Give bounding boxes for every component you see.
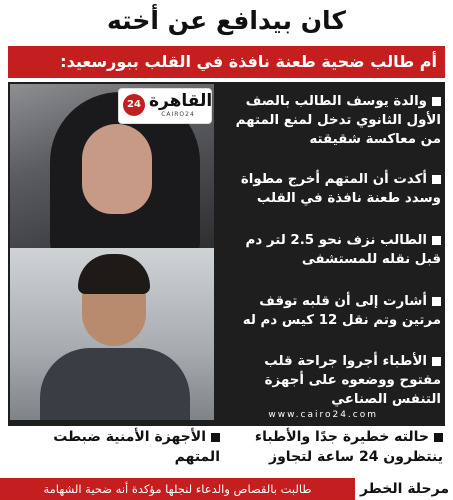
bullet-item [231, 231, 441, 269]
footer-right-note [221, 427, 443, 467]
bullet-text: الطالب نزف نحو 2.5 لتر دم قبل نقله للمستشفى [245, 233, 441, 267]
square-bullet-icon [211, 433, 220, 442]
square-bullet-icon [432, 97, 441, 106]
cairo24-logo [118, 88, 212, 124]
bullet-item [231, 292, 441, 330]
logo-badge: 24 [123, 94, 145, 116]
logo-sub: CAIRO24 [161, 111, 195, 118]
shirt-shape [40, 348, 190, 420]
subheadline-bar: أم طالب ضحية طعنة نافذة في القلب ببورسعيد: [8, 46, 445, 78]
square-bullet-icon [432, 357, 441, 366]
bullet-text: أكدت أن المتهم أخرج مطواة وسدد طعنة نافذة في القلب [240, 172, 441, 206]
square-bullet-icon [434, 433, 443, 442]
student-photo [10, 248, 214, 420]
square-bullet-icon [432, 175, 441, 184]
website-url: www.cairo24.com [268, 410, 378, 420]
square-bullet-icon [432, 297, 441, 306]
bullet-item [231, 352, 441, 409]
footer-left-note [20, 427, 220, 467]
bullet-text: والدة يوسف الطالب بالصف الأول الثانوي تدخل لمنع المتهم من معاكسة شقيقته [235, 94, 441, 147]
ticker-text: طالبت بالقصاص والدعاء لنجلها مؤكدة أنه ضحية الشهامة [0, 478, 355, 500]
headline: كان بيدافع عن أخته [107, 6, 346, 35]
logo-name: القاهرة [149, 91, 213, 111]
bullet-text: أشارت إلى أن قلبه توقف مرتين وتم نقل 12 كيس دم له [242, 294, 441, 328]
face-shape [82, 124, 152, 214]
news-ticker [0, 478, 453, 500]
footer-left-text: الأجهزة الأمنية ضبطت المتهم [53, 429, 220, 465]
bullet-text: الأطباء أجروا جراحة قلب مفتوح ووضعوه على أجهزة التنفس الصناعي [264, 354, 441, 407]
bullet-item [231, 92, 441, 149]
hair-shape [78, 254, 150, 294]
bullet-item [231, 170, 441, 208]
footer-right-text: حالته خطيرة جدًا والأطباء ينتظرون 24 ساعة لتجاوز [254, 429, 443, 465]
ticker-label: مرحلة الخطر [359, 481, 449, 497]
square-bullet-icon [432, 236, 441, 245]
